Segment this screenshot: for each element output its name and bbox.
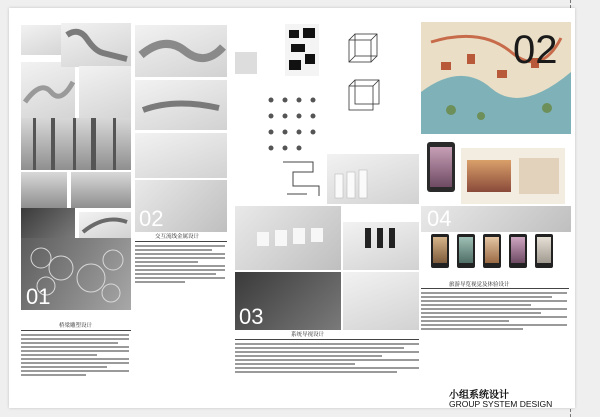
signage-model: [235, 206, 341, 270]
wire-cube: [343, 30, 383, 70]
divider: [421, 288, 569, 289]
section-number-04: 04: [427, 206, 452, 231]
section-caption-03: 系统导视设计: [291, 332, 325, 338]
body-text-block: [21, 334, 129, 378]
pattern-poster: [285, 24, 319, 76]
app-screens-row: [427, 234, 567, 272]
metal-render-3: [135, 133, 227, 178]
section-number-01: 01: [26, 284, 51, 309]
app-screen: [431, 234, 449, 268]
divider: [235, 339, 419, 340]
signage-structure: [277, 154, 327, 204]
section-caption-02: 交互流线金属设计: [155, 234, 200, 240]
body-text-block: [421, 292, 567, 332]
brochure-photo: [467, 160, 511, 192]
metal-form: [135, 80, 227, 130]
signage-render: [327, 154, 419, 204]
curved-bridge: [79, 212, 131, 238]
footer-title-cn: 小组系统设计: [449, 390, 509, 401]
bridge-curve: [61, 23, 131, 67]
portfolio-sheet: [9, 8, 575, 408]
tourist-map-illustration: [421, 22, 571, 134]
forest-trunks: [21, 118, 131, 170]
body-text-block: [135, 245, 225, 285]
bridge-photo-b: [71, 172, 131, 208]
hanging-signs: [343, 222, 419, 270]
phone-screen: [430, 147, 452, 187]
section-caption-01: 桥梁雕塑设计: [59, 323, 93, 329]
brochure-banner: [421, 206, 571, 232]
signage-model-photo: [235, 206, 341, 270]
bridge-photo-a: [21, 172, 67, 208]
signage-installation-photo: [235, 272, 341, 330]
bridge-render-2: [79, 66, 131, 124]
hanging-sign-photo: [343, 222, 419, 270]
divider: [21, 330, 131, 331]
pictogram-icons: [263, 92, 329, 162]
sculpture-render-2: [21, 62, 75, 124]
divider: [135, 241, 227, 242]
metal-render-1: [135, 25, 227, 77]
section-caption-04: 旅游导览视觉及体验设计: [449, 282, 510, 288]
wire-cube-render: [343, 30, 383, 70]
signage-detail-photo: [343, 272, 419, 330]
icon-grid: [263, 92, 329, 162]
metal-form: [135, 25, 227, 77]
footer-title-en: GROUP SYSTEM DESIGN: [449, 399, 553, 408]
wire-cube: [341, 74, 385, 118]
wire-cube-render-2: [341, 74, 385, 118]
metal-render-4: [135, 180, 227, 232]
sculpture-shape: [21, 62, 75, 124]
bridge-photo-d: [79, 212, 131, 238]
signage-frame: [277, 154, 327, 204]
brochure-spread: [461, 148, 565, 204]
app-screen: [509, 234, 527, 268]
forest-bridge-photo: [21, 118, 131, 170]
app-screen: [535, 234, 553, 268]
app-screen: [483, 234, 501, 268]
metal-render-2: [135, 80, 227, 130]
brochure-text-area: [519, 158, 559, 194]
section-number-03: 03: [239, 304, 264, 329]
section-number-02: 02: [139, 206, 164, 231]
phone-mockup: [427, 142, 455, 192]
large-page-number: 02: [513, 28, 558, 72]
pattern-graphic: [285, 24, 319, 76]
bridge-photo-c: [21, 208, 75, 238]
app-screen: [457, 234, 475, 268]
body-text-block: [235, 343, 419, 375]
bridge-render-top: [61, 23, 131, 67]
bubble-sculpture-photo: [21, 238, 131, 310]
signage-panels: [327, 154, 419, 204]
pattern-thumb: [235, 52, 257, 74]
